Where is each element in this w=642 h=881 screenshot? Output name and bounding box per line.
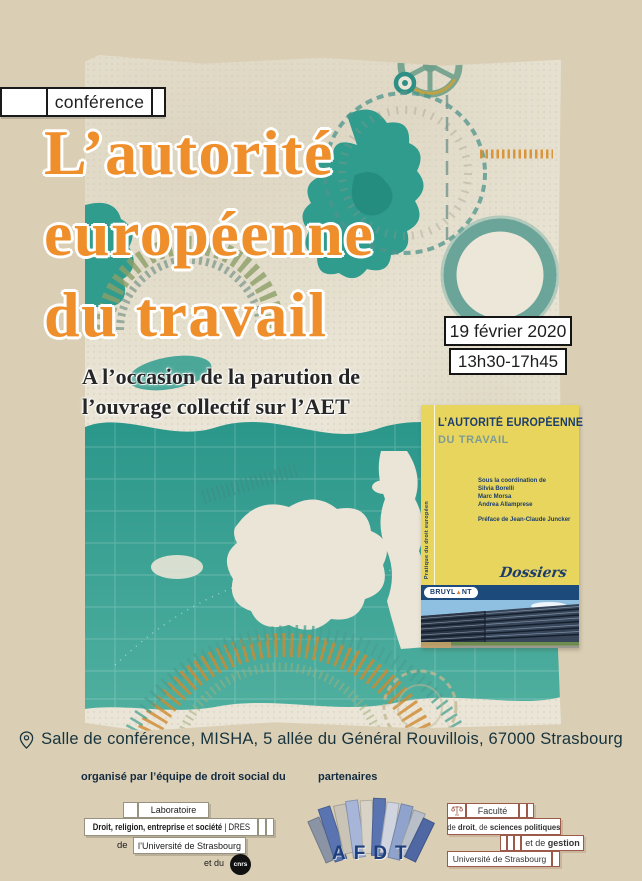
- location-row: [0, 730, 642, 749]
- faculte-box-empty: [527, 803, 534, 818]
- book-author: Andrea Allamprese: [478, 502, 533, 508]
- scales-icon: [451, 805, 463, 816]
- book-spine: [421, 405, 435, 585]
- dres-name-bold2: société: [195, 822, 222, 832]
- dres-de-text: de: [117, 840, 128, 851]
- dres-logo: [84, 802, 284, 878]
- dres-university-box: l’Université de Strasbourg: [133, 837, 246, 854]
- dres-name-bold1: Droit, religion, entreprise: [92, 822, 185, 832]
- dres-name-text: [92, 822, 249, 832]
- bruylant-a-icon: ▲: [455, 590, 462, 596]
- bruylant-text-left: BRUYL: [430, 589, 456, 596]
- badge-divider-right: [151, 89, 153, 115]
- dres-name-box: [84, 818, 258, 836]
- poster-title: [44, 112, 374, 355]
- faculte-line2-reg2: , de: [475, 821, 490, 832]
- afdt-letters: AFDT: [332, 843, 415, 864]
- dres-name-reg2: | DRES: [221, 822, 250, 832]
- organizer-label: organisé par l’équipe de droit social du: [81, 771, 286, 783]
- faculte-box-empty: [500, 835, 507, 851]
- poster-title-line1: L’autorité: [44, 117, 334, 188]
- dres-name-reg1: et: [184, 822, 196, 832]
- book-coordination: [478, 477, 546, 509]
- dres-box-empty: [266, 818, 274, 836]
- faculte-box-empty: [507, 835, 514, 851]
- conference-badge: [0, 87, 166, 117]
- faculte-line2-reg1: de: [447, 821, 459, 832]
- bruylant-logo: [424, 587, 478, 598]
- faculte-line2-box: [447, 818, 561, 835]
- date-box: 19 février 2020: [444, 316, 572, 346]
- faculte-line2-bold1: droit: [458, 821, 476, 832]
- faculte-line3-bold: gestion: [547, 838, 580, 848]
- book-spine-series: Pratique du droit européen: [424, 500, 430, 579]
- faculte-box-empty: [552, 851, 560, 867]
- dres-etdu-text: et du: [204, 858, 225, 868]
- publisher-band: [421, 585, 579, 600]
- time-box: 13h30-17h45: [449, 348, 567, 375]
- book-title-line1: L’AUTORITÉ EUROPÉENNE: [438, 417, 584, 429]
- dres-box-empty: [258, 818, 266, 836]
- poster-title-line3: du travail: [44, 279, 328, 350]
- faculte-logo: [447, 803, 587, 869]
- poster-subtitle: [82, 362, 360, 422]
- badge-label: conférence: [54, 92, 145, 112]
- afdt-logo: [316, 797, 426, 877]
- faculte-box-empty: [519, 803, 527, 818]
- faculte-box-empty: [514, 835, 521, 851]
- dres-laboratoire-box: Laboratoire: [138, 802, 209, 818]
- faculte-line3-text: [525, 838, 580, 848]
- poster-title-line2: européenne: [44, 198, 375, 269]
- location-text: Salle de conférence, MISHA, 5 allée du Général Rouvillois, 67000 Strasbourg: [41, 730, 623, 748]
- dres-box-empty: [123, 802, 138, 818]
- partners-label: partenaires: [318, 771, 378, 783]
- faculte-line3-reg: et de: [525, 838, 548, 848]
- book-cover: [421, 405, 584, 648]
- building-photo-illustration: [421, 600, 579, 648]
- subtitle-line2: l’ouvrage collectif sur l’AET: [82, 394, 350, 419]
- faculte-university-box: Université de Strasbourg: [447, 851, 552, 867]
- book-author: Silvia Borelli: [478, 486, 515, 492]
- book-coordination-label: Sous la coordination de: [478, 478, 547, 484]
- subtitle-line1: A l’occasion de la parution de: [82, 364, 361, 389]
- book-collection: Dossiers: [499, 565, 569, 581]
- cnrs-logo: cnrs: [230, 854, 251, 875]
- faculte-line2-text: [447, 822, 560, 832]
- faculte-title-box: Faculté: [466, 803, 519, 818]
- faculte-line2-bold2: sciences politiques: [489, 821, 561, 832]
- faculte-scales-box: [447, 803, 466, 818]
- book-author: Marc Morsa: [478, 494, 512, 500]
- book-preface: Préface de Jean-Claude Juncker: [478, 517, 571, 523]
- book-cover-front: [421, 405, 584, 585]
- faculte-line3-box: [521, 835, 584, 851]
- book-photo-building: [421, 600, 579, 648]
- bruylant-text-right: NT: [461, 589, 472, 596]
- book-title-line2: DU TRAVAIL: [438, 434, 509, 446]
- location-pin-icon: [19, 731, 34, 749]
